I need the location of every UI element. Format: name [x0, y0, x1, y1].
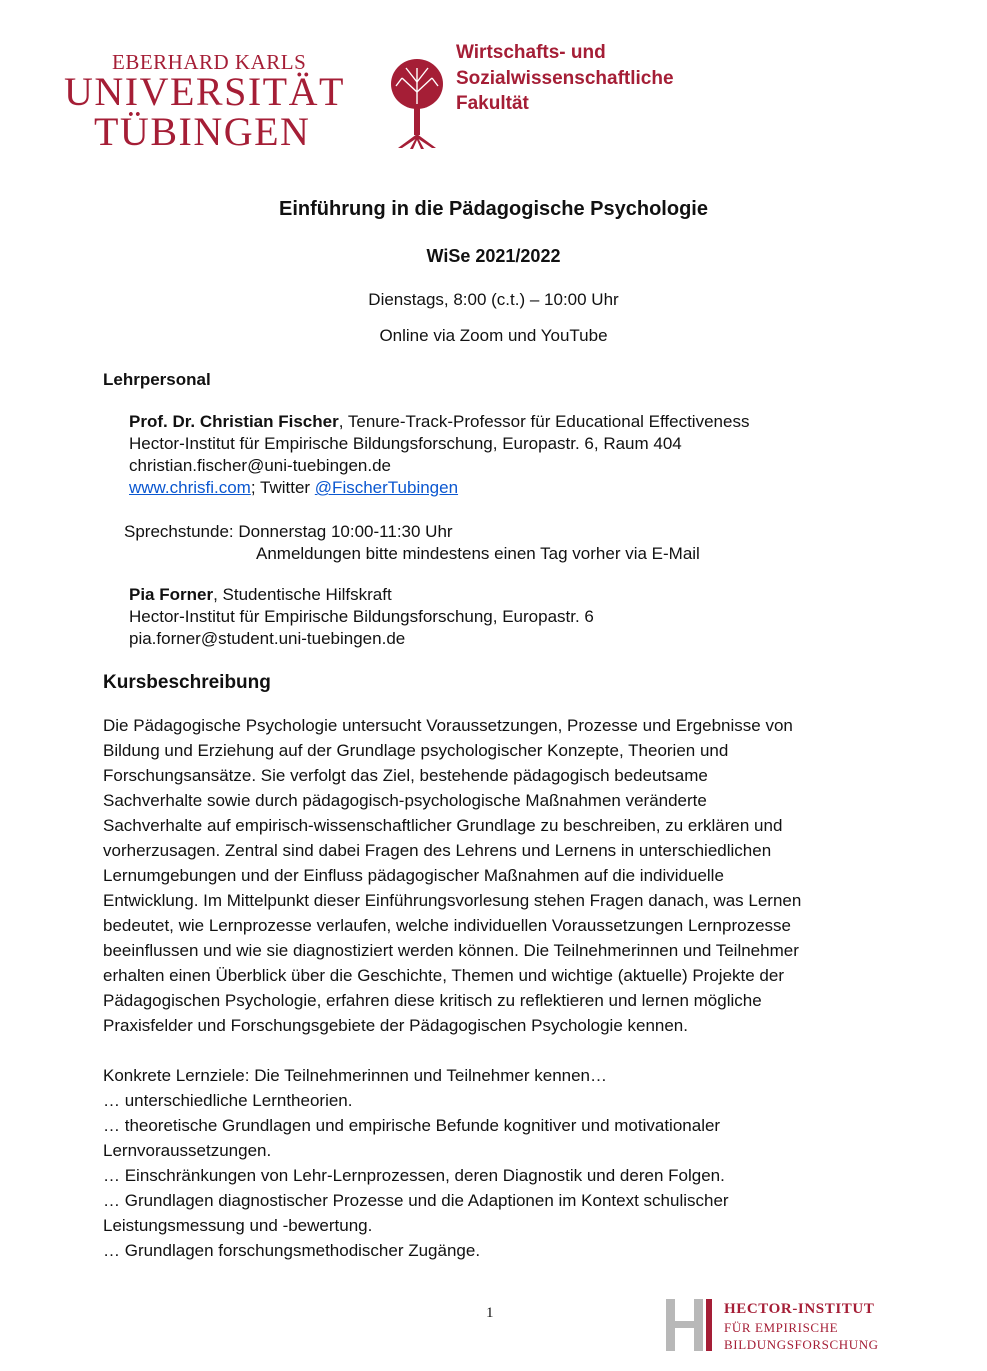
course-title: Einführung in die Pädagogische Psychologie — [279, 198, 708, 220]
description-line: Lernumgebungen und der Einfluss pädagogischer Maßnahmen auf die individuelle — [103, 866, 724, 885]
description-line: Sachverhalte auf empirisch-wissenschaftlicher Grundlage zu beschreiben, zu erklären und — [103, 816, 783, 835]
hector-logo-icon — [664, 1297, 716, 1353]
course-term: WiSe 2021/2022 — [426, 246, 561, 266]
goals-line: … Grundlagen diagnostischer Prozesse und die Adaptionen im Kontext schulischer — [103, 1191, 729, 1210]
description-line: Bildung und Erziehung auf der Grundlage psychologischer Konzepte, Theorien und — [103, 741, 729, 760]
description-heading: Kursbeschreibung — [103, 672, 271, 693]
hector-name-line3: BILDUNGSFORSCHUNG — [724, 1337, 879, 1352]
assistant-institute: Hector-Institut für Empirische Bildungsforschung, Europastr. 6 — [129, 607, 594, 626]
university-name-line1: EBERHARD KARLS — [112, 50, 307, 74]
assistant-block — [129, 584, 594, 650]
professor-block — [129, 411, 749, 499]
description-line: Die Pädagogische Psychologie untersucht Voraussetzungen, Prozesse und Ergebnisse von — [103, 716, 793, 735]
goals-line: … theoretische Grundlagen und empirische Befunde kognitiver und motivationaler — [103, 1116, 721, 1135]
learning-goals — [103, 1063, 729, 1263]
twitter-separator: ; Twitter — [250, 478, 315, 497]
description-line: vorherzusagen. Zentral sind dabei Fragen des Lehrens und Lernens in unterschiedlichen — [103, 841, 772, 860]
assistant-email[interactable]: pia.forner@student.uni-tuebingen.de — [129, 629, 406, 648]
description-line: beeinflussen und wie sie diagnostiziert werden können. Die Teilnehmerinnen und Teilnehmer — [103, 941, 799, 960]
professor-name: Prof. Dr. Christian Fischer — [129, 412, 339, 431]
assistant-name: Pia Forner — [129, 585, 214, 604]
professor-website-link[interactable]: www.chrisfi.com — [129, 478, 251, 497]
course-time: Dienstags, 8:00 (c.t.) – 10:00 Uhr — [368, 290, 619, 309]
description-line: erhalten einen Überblick über die Geschichte, Themen und wichtige (aktuelle) Projekte der — [103, 966, 785, 985]
staff-heading: Lehrpersonal — [103, 370, 211, 389]
professor-institute: Hector-Institut für Empirische Bildungsforschung, Europastr. 6, Raum 404 — [129, 434, 682, 453]
goals-line: … Einschränkungen von Lehr-Lernprozessen, deren Diagnostik und deren Folgen. — [103, 1166, 725, 1185]
goals-line: Konkrete Lernziele: Die Teilnehmerinnen und Teilnehmer kennen… — [103, 1066, 608, 1085]
faculty-line3: Fakultät — [456, 93, 529, 114]
faculty-line1: Wirtschafts- und — [456, 42, 606, 63]
hector-name-line2: FÜR EMPIRISCHE — [724, 1320, 839, 1335]
course-location: Online via Zoom und YouTube — [379, 326, 608, 345]
university-tree-icon — [388, 56, 446, 150]
goals-line: Lernvoraussetzungen. — [103, 1141, 272, 1160]
description-line: Forschungsansätze. Sie verfolgt das Ziel, bestehende pädagogisch bedeutsame — [103, 766, 708, 785]
description-line: Praxisfelder und Forschungsgebiete der Pädagogischen Psychologie kennen. — [103, 1016, 688, 1035]
hector-name-line1: HECTOR-INSTITUT — [724, 1301, 875, 1317]
professor-role: , Tenure-Track-Professor für Educational Effectiveness — [338, 412, 750, 431]
professor-email[interactable]: christian.fischer@uni-tuebingen.de — [129, 456, 392, 475]
office-hours — [124, 521, 700, 565]
description-paragraph — [103, 713, 893, 1038]
university-name-line3: TÜBINGEN — [94, 109, 311, 154]
description-line: Pädagogischen Psychologie, erfahren diese kritisch zu reflektieren und lernen mögliche — [103, 991, 762, 1010]
professor-twitter-link[interactable]: @FischerTubingen — [314, 478, 459, 497]
goals-line: … Grundlagen forschungsmethodischer Zugänge. — [103, 1241, 481, 1260]
page-number: 1 — [486, 1305, 494, 1321]
university-name-line2: UNIVERSITÄT — [64, 69, 345, 114]
office-hours-line2: Anmeldungen bitte mindestens einen Tag vorher via E-Mail — [256, 544, 700, 563]
assistant-role: , Studentische Hilfskraft — [213, 585, 392, 604]
goals-line: … unterschiedliche Lerntheorien. — [103, 1091, 353, 1110]
faculty-name — [456, 40, 674, 117]
description-line: Entwicklung. Im Mittelpunkt dieser Einführungsvorlesung stehen Fragen danach, was Lernen — [103, 891, 802, 910]
description-line: Sachverhalte sowie durch pädagogisch-psychologische Maßnahmen veränderte — [103, 791, 707, 810]
description-line: bedeutet, wie Lernprozesse verlaufen, welche individuellen Voraussetzungen Lernprozesse — [103, 916, 791, 935]
office-hours-line1: Sprechstunde: Donnerstag 10:00-11:30 Uhr — [124, 522, 453, 541]
goals-line: Leistungsmessung und -bewertung. — [103, 1216, 373, 1235]
faculty-line2: Sozialwissenschaftliche — [456, 67, 674, 89]
